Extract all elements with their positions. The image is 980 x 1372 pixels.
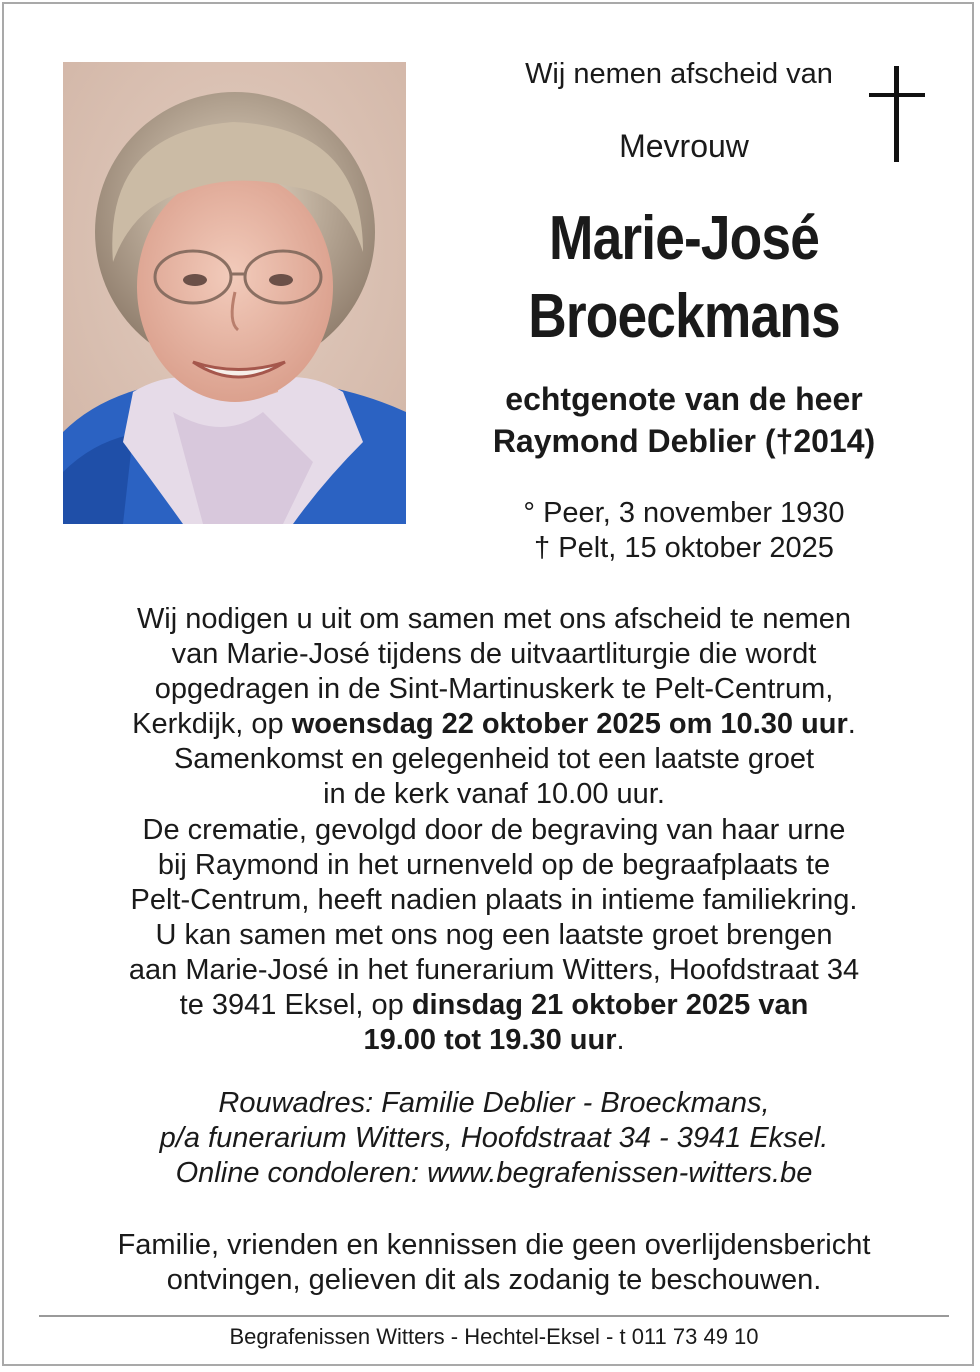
body-line: Kerkdijk, op woensdag 22 oktober 2025 om 10.30 uur. — [132, 708, 856, 741]
body-line: Wij nodigen u uit om samen met ons afscheid te nemen — [136, 603, 852, 635]
body-line: in de kerk vanaf 10.00 uur. — [323, 778, 665, 811]
notice-line: Familie, vrienden en kennissen die geen overlijdensbericht — [117, 1229, 871, 1261]
funeral-date: woensdag 22 oktober 2025 om 10.30 uur — [291, 708, 848, 741]
address-line: Rouwadres: Familie Deblier - Broeckmans, — [218, 1087, 770, 1119]
spouse-line-2: Raymond Deblier (†2014) — [492, 423, 876, 459]
first-name: Marie-José — [549, 204, 819, 273]
body-line: Pelt-Centrum, heeft nadien plaats in intieme familiekring. — [130, 883, 858, 916]
visitation-time: 19.00 tot 19.30 uur — [363, 1024, 617, 1057]
spouse-info — [444, 378, 924, 462]
obituary-card — [2, 2, 974, 1366]
body-line: bij Raymond in het urnenveld op de begraafplaats te — [157, 848, 831, 881]
last-name: Broeckmans — [528, 282, 840, 351]
body-line: De crematie, gevolgd door de begraving van haar urne — [142, 813, 846, 846]
invitation-text — [44, 602, 944, 1058]
life-dates — [444, 496, 924, 566]
body-line: 19.00 tot 19.30 uur. — [363, 1024, 625, 1057]
body-line: van Marie-José tijdens de uitvaartliturgie die wordt — [171, 638, 817, 671]
portrait-photo — [63, 62, 406, 524]
body-line: aan Marie-José in het funerarium Witters, Hoofdstraat 34 — [128, 953, 860, 986]
portrait-illustration — [63, 62, 406, 524]
birth-date: ° Peer, 3 november 1930 — [523, 497, 845, 529]
spouse-line-1: echtgenote van de heer — [505, 381, 863, 417]
intro-text: Wij nemen afscheid van — [525, 58, 833, 90]
deceased-name — [478, 200, 891, 356]
visitation-date: dinsdag 21 oktober 2025 van — [411, 989, 809, 1022]
body-line: opgedragen in de Sint-Martinuskerk te Pelt-Centrum, — [154, 673, 834, 706]
mourning-address — [44, 1086, 944, 1191]
notice-line: ontvingen, gelieven dit als zodanig te beschouwen. — [166, 1264, 822, 1296]
divider — [39, 1315, 949, 1317]
body-line: Samenkomst en gelegenheid tot een laatste groet — [173, 743, 815, 776]
body-line: U kan samen met ons nog een laatste groet brengen — [155, 918, 833, 951]
honorific: Mevrouw — [619, 128, 749, 164]
notice-text — [44, 1228, 944, 1298]
condolence-link[interactable]: Online condoleren: www.begrafenissen-witters.be — [175, 1157, 813, 1189]
body-line: te 3941 Eksel, op dinsdag 21 oktober 2025 van — [179, 989, 809, 1022]
address-line: p/a funerarium Witters, Hoofdstraat 34 - 3941 Eksel. — [159, 1122, 829, 1154]
funeral-home-footer: Begrafenissen Witters - Hechtel-Eksel - t 011 73 49 10 — [229, 1324, 759, 1349]
death-date: † Pelt, 15 oktober 2025 — [534, 532, 834, 564]
